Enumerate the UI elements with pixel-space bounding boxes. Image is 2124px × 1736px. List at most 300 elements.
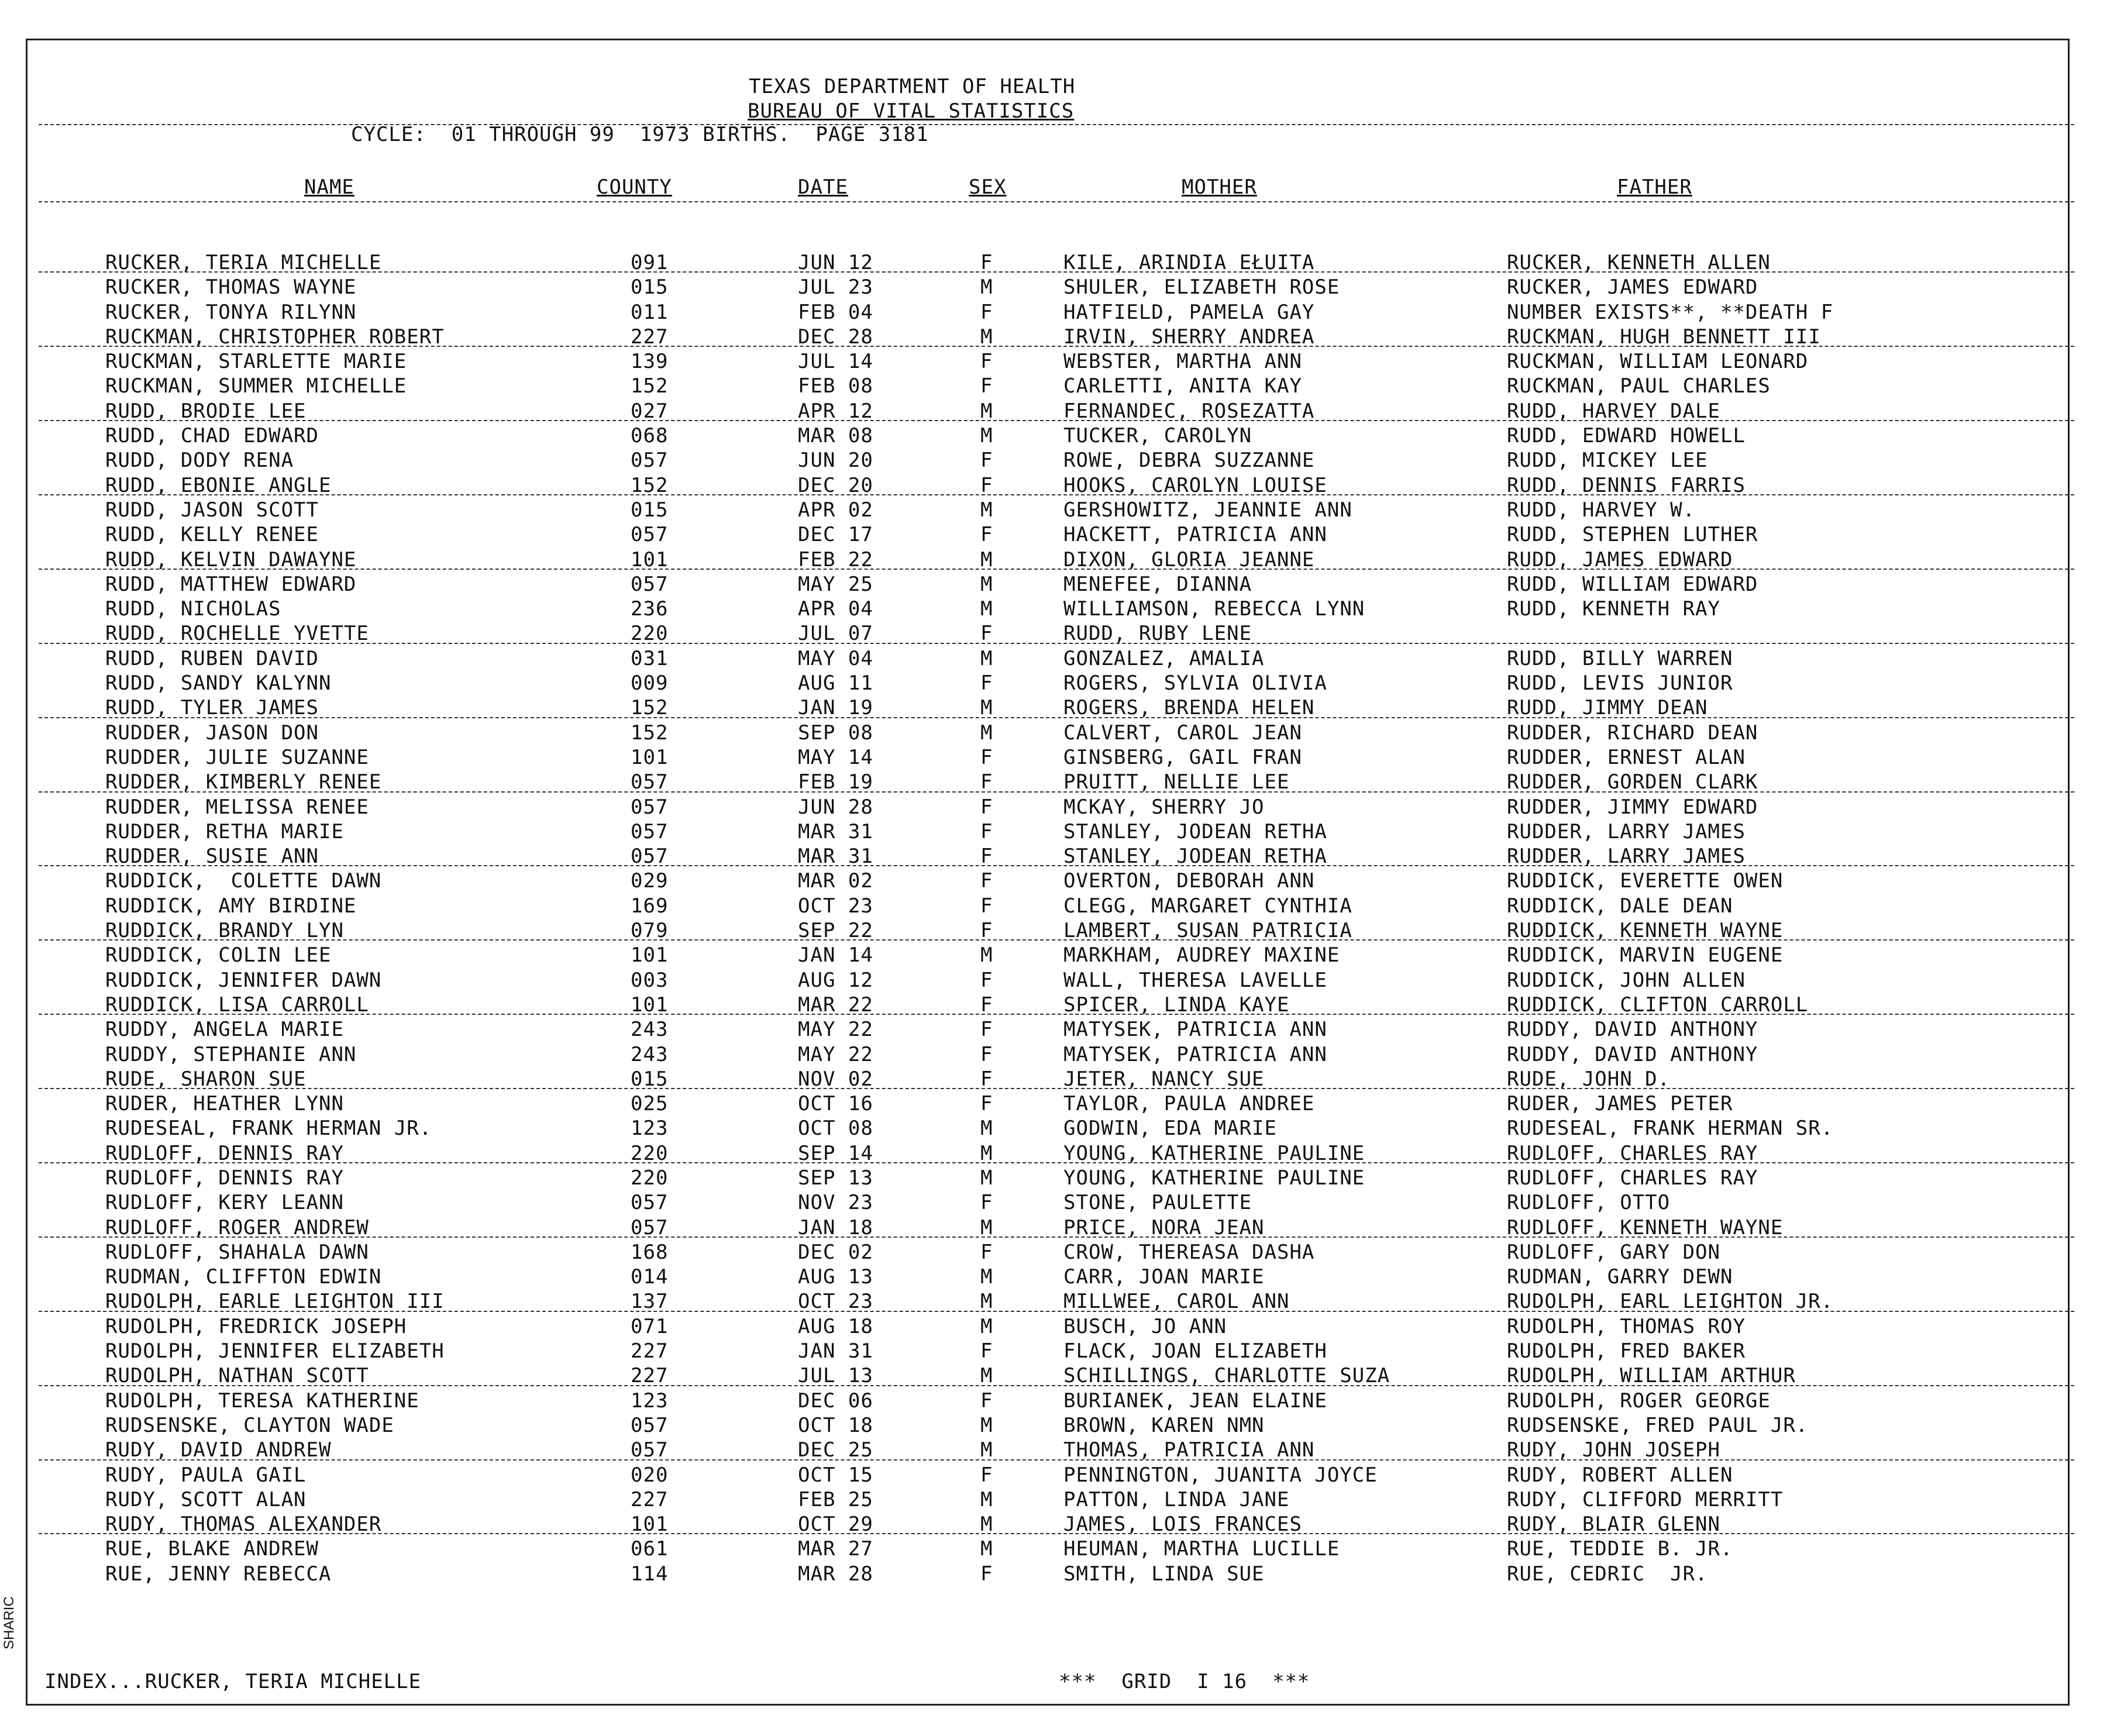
record-mother: SCHILLINGS, CHARLOTTE SUZA <box>1063 1364 1390 1388</box>
record-name: RUDD, ROCHELLE YVETTE <box>105 622 369 646</box>
record-date: MAY 22 <box>798 1018 873 1042</box>
record-name: RUDLOFF, KERY LEANN <box>105 1191 344 1215</box>
record-name: RUDDER, JULIE SUZANNE <box>105 745 369 769</box>
record-date: OCT 23 <box>798 1290 873 1314</box>
table-row <box>0 1067 2124 1091</box>
record-mother: WEBSTER, MARTHA ANN <box>1063 350 1302 374</box>
record-mother: MATYSEK, PATRICIA ANN <box>1063 1042 1327 1066</box>
table-row <box>0 695 2124 720</box>
record-name: RUDD, KELLY RENEE <box>105 523 319 547</box>
record-county: 057 <box>631 770 669 794</box>
record-father: RUDDY, DAVID ANTHONY <box>1507 1018 1758 1042</box>
record-mother: GONZALEZ, AMALIA <box>1063 646 1265 670</box>
record-mother: PENNINGTON, JUANITA JOYCE <box>1063 1463 1378 1487</box>
record-mother: PRUITT, NELLIE LEE <box>1063 770 1290 794</box>
record-county: 057 <box>631 1215 669 1239</box>
record-sex: F <box>980 350 993 374</box>
record-mother: TUCKER, CAROLYN <box>1063 424 1252 448</box>
record-mother: CALVERT, CAROL JEAN <box>1063 721 1302 745</box>
record-sex: F <box>980 894 993 918</box>
table-row <box>0 572 2124 597</box>
record-sex: M <box>980 547 993 571</box>
record-sex: F <box>980 1562 993 1586</box>
record-county: 003 <box>631 968 669 992</box>
record-date: DEC 02 <box>798 1240 873 1264</box>
record-county: 079 <box>631 919 669 943</box>
record-date: MAR 27 <box>798 1537 873 1561</box>
record-sex: F <box>980 1018 993 1042</box>
record-name: RUCKER, THOMAS WAYNE <box>105 275 357 299</box>
record-mother: PATTON, LINDA JANE <box>1063 1487 1290 1511</box>
record-sex: F <box>980 1191 993 1215</box>
record-sex: M <box>980 696 993 720</box>
record-mother: YOUNG, KATHERINE PAULINE <box>1063 1166 1365 1190</box>
record-mother: CROW, THEREASA DASHA <box>1063 1240 1315 1264</box>
record-sex: F <box>980 300 993 324</box>
record-name: RUCKER, TERIA MICHELLE <box>105 251 382 274</box>
record-mother: HACKETT, PATRICIA ANN <box>1063 523 1327 547</box>
record-name: RUDY, PAULA GAIL <box>105 1463 307 1487</box>
record-sex: M <box>980 1364 993 1388</box>
record-county: 011 <box>631 300 669 324</box>
record-county: 152 <box>631 473 669 497</box>
table-row <box>0 399 2124 423</box>
record-mother: DIXON, GLORIA JEANNE <box>1063 547 1315 571</box>
record-name: RUDD, MATTHEW EDWARD <box>105 572 357 596</box>
record-date: MAY 14 <box>798 745 873 769</box>
table-row <box>0 498 2124 522</box>
record-county: 014 <box>631 1265 669 1289</box>
record-mother: GODWIN, EDA MARIE <box>1063 1117 1277 1141</box>
table-row <box>0 1463 2124 1487</box>
record-county: 061 <box>631 1537 669 1561</box>
record-father: RUDDER, JIMMY EDWARD <box>1507 795 1758 819</box>
record-county: 123 <box>631 1389 669 1413</box>
record-father: RUDDICK, CLIFTON CARROLL <box>1507 993 1809 1017</box>
table-row <box>0 1413 2124 1438</box>
record-date: DEC 25 <box>798 1438 873 1462</box>
record-name: RUDY, SCOTT ALAN <box>105 1487 307 1511</box>
record-county: 139 <box>631 350 669 374</box>
record-county: 243 <box>631 1042 669 1066</box>
record-mother: GERSHOWITZ, JEANNIE ANN <box>1063 498 1352 522</box>
record-name: RUDD, JASON SCOTT <box>105 498 319 522</box>
record-father: RUDLOFF, GARY DON <box>1507 1240 1720 1264</box>
record-sex: M <box>980 424 993 448</box>
record-father: RUDDER, LARRY JAMES <box>1507 845 1746 869</box>
record-sex: M <box>980 1290 993 1314</box>
record-name: RUDY, DAVID ANDREW <box>105 1438 332 1462</box>
record-sex: M <box>980 1141 993 1165</box>
column-header-sex: SEX <box>969 175 1007 199</box>
record-father: RUDLOFF, CHARLES RAY <box>1507 1141 1758 1165</box>
record-sex: M <box>980 1265 993 1289</box>
record-father: RUDDICK, JOHN ALLEN <box>1507 968 1746 992</box>
record-county: 068 <box>631 424 669 448</box>
record-county: 015 <box>631 1067 669 1091</box>
record-county: 091 <box>631 251 669 274</box>
record-father: RUDD, STEPHEN LUTHER <box>1507 523 1758 547</box>
record-date: JUL 13 <box>798 1364 873 1388</box>
record-sex: M <box>980 1537 993 1561</box>
record-name: RUDDICK, JENNIFER DAWN <box>105 968 382 992</box>
column-header-county: COUNTY <box>597 175 672 199</box>
record-name: RUDDER, SUSIE ANN <box>105 845 319 869</box>
record-sex: M <box>980 1166 993 1190</box>
record-date: NOV 23 <box>798 1191 873 1215</box>
record-sex: F <box>980 374 993 398</box>
record-mother: MCKAY, SHERRY JO <box>1063 795 1265 819</box>
record-date: SEP 08 <box>798 721 873 745</box>
record-father: RUDD, MICKEY LEE <box>1507 449 1708 473</box>
record-county: 020 <box>631 1463 669 1487</box>
record-father: RUDESEAL, FRANK HERMAN SR. <box>1507 1117 1834 1141</box>
record-county: 227 <box>631 1339 669 1363</box>
record-mother: CARR, JOAN MARIE <box>1063 1265 1265 1289</box>
record-name: RUDDER, RETHA MARIE <box>105 819 344 843</box>
table-row <box>0 1215 2124 1240</box>
record-sex: F <box>980 1389 993 1413</box>
record-name: RUDER, HEATHER LYNN <box>105 1092 344 1116</box>
record-date: JUL 23 <box>798 275 873 299</box>
table-row <box>0 1116 2124 1141</box>
record-sex: M <box>980 275 993 299</box>
record-sex: F <box>980 1463 993 1487</box>
record-sex: F <box>980 819 993 843</box>
table-row <box>0 869 2124 893</box>
record-mother: BUSCH, JO ANN <box>1063 1314 1227 1338</box>
record-date: MAY 22 <box>798 1042 873 1066</box>
record-county: 057 <box>631 819 669 843</box>
record-mother: MILLWEE, CAROL ANN <box>1063 1290 1290 1314</box>
record-name: RUDSENSKE, CLAYTON WADE <box>105 1413 394 1437</box>
record-father: RUE, TEDDIE B. JR. <box>1507 1537 1733 1561</box>
record-name: RUDD, KELVIN DAWAYNE <box>105 547 357 571</box>
record-mother: STANLEY, JODEAN RETHA <box>1063 819 1327 843</box>
record-mother: MENEFEE, DIANNA <box>1063 572 1252 596</box>
table-row <box>0 1537 2124 1561</box>
record-sex: M <box>980 1487 993 1511</box>
table-row <box>0 745 2124 770</box>
table-row <box>0 1339 2124 1363</box>
record-mother: STONE, PAULETTE <box>1063 1191 1252 1215</box>
record-father: RUDOLPH, WILLIAM ARTHUR <box>1507 1364 1796 1388</box>
record-mother: WILLIAMSON, REBECCA LYNN <box>1063 597 1365 621</box>
record-name: RUDOLPH, TERESA KATHERINE <box>105 1389 419 1413</box>
record-date: OCT 29 <box>798 1513 873 1537</box>
record-county: 071 <box>631 1314 669 1338</box>
record-father: NUMBER EXISTS**, **DEATH F <box>1507 300 1834 324</box>
table-row <box>0 522 2124 547</box>
record-father: RUDD, JAMES EDWARD <box>1507 547 1733 571</box>
column-header-father: FATHER <box>1617 175 1692 199</box>
record-name: RUDE, SHARON SUE <box>105 1067 307 1091</box>
record-sex: F <box>980 919 993 943</box>
record-sex: F <box>980 1240 993 1264</box>
record-sex: F <box>980 449 993 473</box>
table-row <box>0 770 2124 794</box>
record-date: JAN 31 <box>798 1339 873 1363</box>
record-mother: MATYSEK, PATRICIA ANN <box>1063 1018 1327 1042</box>
record-county: 114 <box>631 1562 669 1586</box>
record-sex: M <box>980 1438 993 1462</box>
record-mother: THOMAS, PATRICIA ANN <box>1063 1438 1315 1462</box>
record-date: OCT 16 <box>798 1092 873 1116</box>
record-name: RUDDER, JASON DON <box>105 721 319 745</box>
record-father: RUDOLPH, EARL LEIGHTON JR. <box>1507 1290 1834 1314</box>
table-row <box>0 374 2124 398</box>
table-row <box>0 448 2124 473</box>
record-date: FEB 04 <box>798 300 873 324</box>
record-name: RUDDY, ANGELA MARIE <box>105 1018 344 1042</box>
record-county: 057 <box>631 523 669 547</box>
record-mother: JAMES, LOIS FRANCES <box>1063 1513 1302 1537</box>
records-table <box>0 250 2124 1586</box>
record-father: RUDLOFF, OTTO <box>1507 1191 1671 1215</box>
table-row <box>0 943 2124 967</box>
record-mother: SMITH, LINDA SUE <box>1063 1562 1265 1586</box>
record-county: 220 <box>631 1166 669 1190</box>
record-county: 152 <box>631 696 669 720</box>
cycle-line: CYCLE: 01 THROUGH 99 1973 BIRTHS. PAGE 3181 <box>351 123 929 146</box>
record-sex: M <box>980 325 993 349</box>
record-mother: SHULER, ELIZABETH ROSE <box>1063 275 1340 299</box>
record-date: OCT 08 <box>798 1117 873 1141</box>
record-date: SEP 22 <box>798 919 873 943</box>
record-county: 031 <box>631 646 669 670</box>
table-row <box>0 1017 2124 1042</box>
table-row <box>0 844 2124 869</box>
record-date: OCT 23 <box>798 894 873 918</box>
record-father: RUDDICK, DALE DEAN <box>1507 894 1733 918</box>
record-father: RUDDER, LARRY JAMES <box>1507 819 1746 843</box>
table-row <box>0 1314 2124 1339</box>
record-county: 057 <box>631 1191 669 1215</box>
record-father: RUDD, KENNETH RAY <box>1507 597 1720 621</box>
footer-index: INDEX...RUCKER, TERIA MICHELLE <box>44 1670 422 1693</box>
table-row <box>0 423 2124 448</box>
record-county: 057 <box>631 572 669 596</box>
table-row <box>0 1190 2124 1215</box>
record-date: NOV 02 <box>798 1067 873 1091</box>
column-header-rule <box>39 201 2074 202</box>
record-date: OCT 18 <box>798 1413 873 1437</box>
record-date: DEC 20 <box>798 473 873 497</box>
record-county: 152 <box>631 721 669 745</box>
record-date: SEP 13 <box>798 1166 873 1190</box>
record-name: RUDOLPH, FREDRICK JOSEPH <box>105 1314 407 1338</box>
table-row <box>0 918 2124 943</box>
record-father: RUDSENSKE, FRED PAUL JR. <box>1507 1413 1809 1437</box>
record-father: RUDD, WILLIAM EDWARD <box>1507 572 1758 596</box>
record-sex: M <box>980 943 993 967</box>
table-row <box>0 250 2124 275</box>
record-mother: MARKHAM, AUDREY MAXINE <box>1063 943 1340 967</box>
record-name: RUDY, THOMAS ALEXANDER <box>105 1513 382 1537</box>
record-sex: M <box>980 1215 993 1239</box>
record-mother: STANLEY, JODEAN RETHA <box>1063 845 1327 869</box>
agency-title: TEXAS DEPARTMENT OF HEALTH <box>749 75 1076 98</box>
record-county: 123 <box>631 1117 669 1141</box>
record-father: RUDD, BILLY WARREN <box>1507 646 1733 670</box>
record-county: 227 <box>631 1487 669 1511</box>
record-father: RUDD, HARVEY DALE <box>1507 399 1720 423</box>
table-row <box>0 646 2124 671</box>
record-father: RUDMAN, GARRY DEWN <box>1507 1265 1733 1289</box>
table-row <box>0 1389 2124 1413</box>
record-father: RUDD, LEVIS JUNIOR <box>1507 671 1733 695</box>
record-date: FEB 25 <box>798 1487 873 1511</box>
table-row <box>0 1363 2124 1388</box>
table-row <box>0 473 2124 498</box>
record-father: RUDDICK, MARVIN EUGENE <box>1507 943 1784 967</box>
record-father: RUDOLPH, THOMAS ROY <box>1507 1314 1746 1338</box>
record-county: 227 <box>631 325 669 349</box>
record-father: RUDD, DENNIS FARRIS <box>1507 473 1746 497</box>
record-name: RUDD, NICHOLAS <box>105 597 281 621</box>
header-rule-top <box>39 124 2074 125</box>
record-county: 101 <box>631 943 669 967</box>
record-name: RUDMAN, CLIFFTON EDWIN <box>105 1265 382 1289</box>
record-sex: F <box>980 869 993 893</box>
record-sex: F <box>980 1339 993 1363</box>
record-name: RUE, BLAKE ANDREW <box>105 1537 319 1561</box>
record-name: RUDD, EBONIE ANGLE <box>105 473 332 497</box>
record-name: RUDDICK, BRANDY LYN <box>105 919 344 943</box>
record-mother: RUDD, RUBY LENE <box>1063 622 1252 646</box>
record-date: JUN 28 <box>798 795 873 819</box>
record-county: 137 <box>631 1290 669 1314</box>
record-date: JUN 12 <box>798 251 873 274</box>
table-row <box>0 1487 2124 1512</box>
record-name: RUDDICK, COLIN LEE <box>105 943 332 967</box>
record-date: AUG 12 <box>798 968 873 992</box>
record-date: JUN 20 <box>798 449 873 473</box>
record-sex: F <box>980 251 993 274</box>
record-father: RUCKMAN, WILLIAM LEONARD <box>1507 350 1809 374</box>
record-county: 057 <box>631 449 669 473</box>
record-father: RUDDICK, KENNETH WAYNE <box>1507 919 1784 943</box>
record-date: MAR 28 <box>798 1562 873 1586</box>
table-row <box>0 1512 2124 1537</box>
record-father: RUCKER, JAMES EDWARD <box>1507 275 1758 299</box>
record-county: 057 <box>631 1438 669 1462</box>
record-father: RUDLOFF, CHARLES RAY <box>1507 1166 1758 1190</box>
record-sex: F <box>980 968 993 992</box>
side-stamp: SHARIC <box>1 1596 17 1649</box>
record-father: RUDDY, DAVID ANTHONY <box>1507 1042 1758 1066</box>
record-date: MAR 31 <box>798 819 873 843</box>
record-date: FEB 19 <box>798 770 873 794</box>
record-sex: F <box>980 1042 993 1066</box>
record-name: RUDOLPH, JENNIFER ELIZABETH <box>105 1339 445 1363</box>
record-sex: M <box>980 1513 993 1537</box>
record-father: RUDER, JAMES PETER <box>1507 1092 1733 1116</box>
record-sex: F <box>980 993 993 1017</box>
record-name: RUDLOFF, DENNIS RAY <box>105 1166 344 1190</box>
record-date: MAR 02 <box>798 869 873 893</box>
table-row <box>0 349 2124 374</box>
record-father: RUE, CEDRIC JR. <box>1507 1562 1708 1586</box>
record-mother: CLEGG, MARGARET CYNTHIA <box>1063 894 1352 918</box>
record-mother: BURIANEK, JEAN ELAINE <box>1063 1389 1327 1413</box>
table-row <box>0 1091 2124 1116</box>
record-county: 057 <box>631 845 669 869</box>
record-name: RUDD, CHAD EDWARD <box>105 424 319 448</box>
record-date: AUG 13 <box>798 1265 873 1289</box>
record-father: RUDDICK, EVERETTE OWEN <box>1507 869 1784 893</box>
record-father: RUCKMAN, HUGH BENNETT III <box>1507 325 1821 349</box>
record-father: RUDD, EDWARD HOWELL <box>1507 424 1746 448</box>
record-sex: F <box>980 622 993 646</box>
record-county: 015 <box>631 498 669 522</box>
table-row <box>0 894 2124 918</box>
record-sex: F <box>980 1067 993 1091</box>
record-mother: BROWN, KAREN NMN <box>1063 1413 1265 1437</box>
record-name: RUDLOFF, DENNIS RAY <box>105 1141 344 1165</box>
record-date: JAN 14 <box>798 943 873 967</box>
record-sex: M <box>980 498 993 522</box>
record-sex: M <box>980 1314 993 1338</box>
record-name: RUDDER, KIMBERLY RENEE <box>105 770 382 794</box>
record-sex: F <box>980 745 993 769</box>
record-sex: F <box>980 523 993 547</box>
record-father: RUDDER, RICHARD DEAN <box>1507 721 1758 745</box>
record-county: 243 <box>631 1018 669 1042</box>
record-name: RUCKER, TONYA RILYNN <box>105 300 357 324</box>
record-county: 169 <box>631 894 669 918</box>
table-row <box>0 1438 2124 1462</box>
record-mother: ROWE, DEBRA SUZZANNE <box>1063 449 1315 473</box>
record-name: RUDDICK, AMY BIRDINE <box>105 894 357 918</box>
record-mother: HATFIELD, PAMELA GAY <box>1063 300 1315 324</box>
record-name: RUDOLPH, NATHAN SCOTT <box>105 1364 369 1388</box>
record-name: RUDD, RUBEN DAVID <box>105 646 319 670</box>
table-row <box>0 795 2124 819</box>
table-row <box>0 671 2124 695</box>
record-father: RUCKER, KENNETH ALLEN <box>1507 251 1771 274</box>
record-mother: FLACK, JOAN ELIZABETH <box>1063 1339 1327 1363</box>
record-date: MAR 08 <box>798 424 873 448</box>
record-county: 101 <box>631 993 669 1017</box>
record-date: MAY 25 <box>798 572 873 596</box>
record-father: RUDY, ROBERT ALLEN <box>1507 1463 1733 1487</box>
record-county: 025 <box>631 1092 669 1116</box>
record-county: 236 <box>631 597 669 621</box>
record-sex: F <box>980 845 993 869</box>
record-county: 101 <box>631 547 669 571</box>
record-sex: F <box>980 473 993 497</box>
record-mother: WALL, THERESA LAVELLE <box>1063 968 1327 992</box>
record-county: 220 <box>631 622 669 646</box>
record-mother: LAMBERT, SUSAN PATRICIA <box>1063 919 1352 943</box>
bureau-title: BUREAU OF VITAL STATISTICS <box>748 99 1075 123</box>
table-row <box>0 1042 2124 1067</box>
record-sex: F <box>980 770 993 794</box>
footer-grid-label: *** GRID I 16 *** <box>1059 1670 1310 1693</box>
table-row <box>0 325 2124 349</box>
record-name: RUDDY, STEPHANIE ANN <box>105 1042 357 1066</box>
record-mother: FERNANDEC, ROSEZATTA <box>1063 399 1315 423</box>
record-father: RUDD, HARVEY W. <box>1507 498 1696 522</box>
record-date: JUL 07 <box>798 622 873 646</box>
record-mother: ROGERS, SYLVIA OLIVIA <box>1063 671 1327 695</box>
column-header-name: NAME <box>304 175 354 199</box>
record-date: MAR 31 <box>798 845 873 869</box>
record-name: RUCKMAN, CHRISTOPHER ROBERT <box>105 325 445 349</box>
record-date: FEB 22 <box>798 547 873 571</box>
record-mother: OVERTON, DEBORAH ANN <box>1063 869 1315 893</box>
